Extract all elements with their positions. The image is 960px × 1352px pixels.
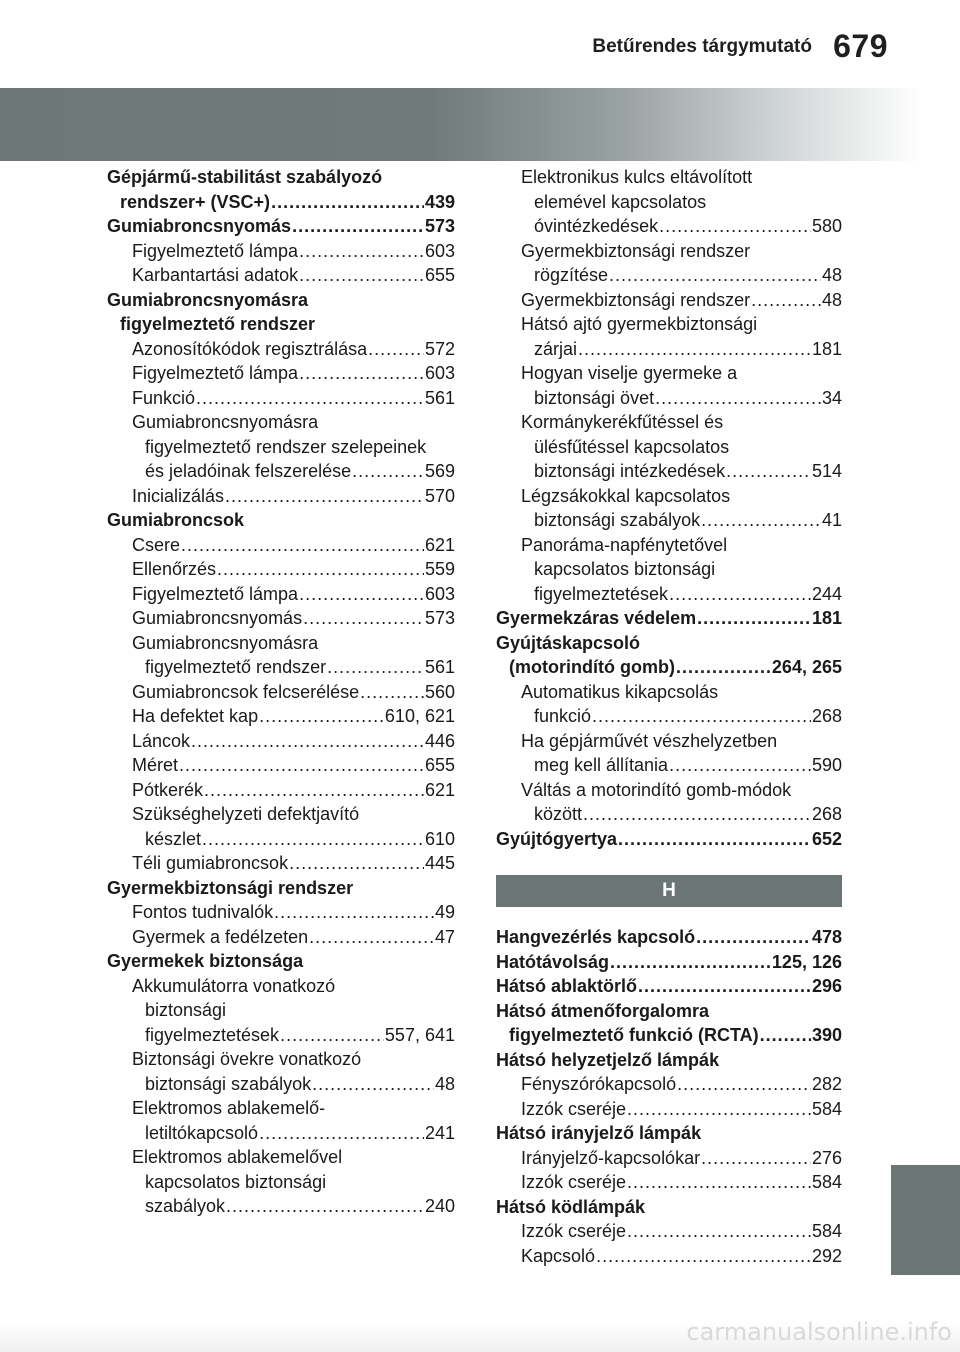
index-subentry: Ellenőrzés ..... 559 — [107, 557, 455, 582]
index-subentry: Pótkerék ..... 621 — [107, 778, 455, 803]
page-ref: 557, 641 — [384, 1024, 455, 1045]
index-subentry: Funkció ..... 561 — [107, 386, 455, 411]
page-ref: 603 — [424, 583, 455, 604]
index-subentry: Figyelmeztető lámpa ..... 603 — [107, 361, 455, 386]
index-subentry-text: kapcsolatos biztonsági — [145, 1171, 327, 1192]
index-subentry: zárjai ..... 181 — [496, 337, 842, 362]
index-subentry: Irányjelző-kapcsolókar ..... 276 — [496, 1146, 842, 1171]
index-subentry: Figyelmeztető lámpa ..... 603 — [107, 239, 455, 264]
index-subentry-text: Hátsó ajtó gyermekbiztonsági — [521, 314, 758, 334]
index-subentry: Figyelmeztető lámpa ..... 603 — [107, 582, 455, 607]
index-subentry: biztonsági szabályok ..... 41 — [496, 508, 842, 533]
page-ref: 610 — [424, 828, 455, 849]
page-ref: 572 — [424, 338, 455, 359]
index-subentry: letiltókapcsoló ..... 241 — [107, 1121, 455, 1146]
index-subentry: Fontos tudnivalók ..... 49 — [107, 900, 455, 925]
index-subentry-text: Ha gépjárművét vészhelyzetben — [521, 730, 778, 751]
index-subentry-text: Gumiabroncsnyomásra — [132, 412, 319, 432]
page-ref: 610, 621 — [384, 706, 455, 726]
index-subentry: Gumiabroncsnyomás ..... 573 — [107, 606, 455, 631]
index-subentry: készlet ..... 610 — [107, 827, 455, 852]
page-ref: 560 — [424, 681, 455, 702]
index-subentry-text: ülésfűtéssel kapcsolatos — [534, 436, 730, 457]
index-subentry: Izzók cseréje ..... 584 — [496, 1097, 842, 1122]
page-ref: 514 — [811, 461, 842, 481]
page-ref: 439 — [424, 191, 455, 212]
page-ref: 268 — [811, 706, 842, 726]
index-subentry: Téli gumiabroncsok ..... 445 — [107, 851, 455, 876]
index-subentry-text: kapcsolatos biztonsági — [534, 559, 716, 579]
page-ref: 268 — [811, 804, 842, 824]
index-heading: Gyújtáskapcsoló — [496, 632, 641, 653]
page-ref: 561 — [424, 387, 455, 408]
page-ref: 240 — [424, 1196, 455, 1216]
header-title: Betűrendes tárgymutató — [592, 36, 812, 57]
index-column-left — [107, 165, 455, 1219]
index-entry: Hangvezérlés kapcsoló ..... 478 — [496, 925, 842, 950]
index-subentry-text: Automatikus kikapcsolás — [521, 681, 719, 702]
index-subentry-text: Elektromos ablakemelő- — [132, 1098, 326, 1118]
page-ref: 569 — [424, 461, 455, 481]
index-subentry: Fényszórókapcsoló ..... 282 — [496, 1072, 842, 1097]
page-ref: 573 — [424, 608, 455, 628]
index-heading: Gépjármű-stabilitást szabályozó — [107, 167, 383, 187]
index-subentry-text: Váltás a motorindító gomb-módok — [521, 779, 792, 800]
index-subentry: Gyermek a fedélzeten ..... 47 — [107, 925, 455, 950]
page-ref: 655 — [424, 265, 455, 285]
index-subentry-text: biztonsági — [145, 1000, 227, 1020]
page-ref: 590 — [811, 755, 842, 775]
index-subentry: Gumiabroncsok felcserélése ..... 560 — [107, 680, 455, 705]
page-ref: 390 — [811, 1025, 842, 1045]
page-ref: 244 — [811, 583, 842, 604]
page-ref: 47 — [434, 926, 455, 947]
watermark-text: carmanualsonline.info — [686, 1318, 952, 1346]
index-entry: Gumiabroncsnyomás ..... 573 — [107, 214, 455, 239]
index-heading: Gyermekbiztonsági rendszer — [107, 877, 354, 898]
chapter-side-tab — [891, 1165, 960, 1275]
index-subentry: meg kell állítania ..... 590 — [496, 753, 842, 778]
index-subentry-text: Hogyan viselje gyermeke a — [521, 363, 738, 383]
page-ref: 41 — [821, 510, 842, 530]
index-subentry: Méret ..... 655 — [107, 753, 455, 778]
page-ref: 478 — [811, 927, 842, 947]
index-subentry: figyelmeztetések ..... 557, 641 — [107, 1023, 455, 1048]
page-ref: 621 — [424, 779, 455, 800]
index-subentry-text: Biztonsági övekre vonatkozó — [132, 1049, 362, 1069]
index-subentry: rögzítése ..... 48 — [496, 263, 842, 288]
index-subentry: Ha defektet kap ..... 610, 621 — [107, 704, 455, 729]
index-column-right — [496, 165, 842, 1268]
index-subentry: funkció ..... 268 — [496, 704, 842, 729]
index-subentry-text: Szükséghelyzeti defektjavító — [132, 804, 360, 824]
index-subentry: Izzók cseréje ..... 584 — [496, 1219, 842, 1244]
page-ref: 292 — [811, 1245, 842, 1266]
index-entry: figyelmeztető funkció (RCTA) ..... 390 — [496, 1023, 842, 1048]
page-ref: 34 — [821, 387, 842, 408]
index-entry: Gyújtógyertya ..... 652 — [496, 827, 842, 852]
index-heading: figyelmeztető rendszer — [120, 314, 316, 334]
index-subentry: szabályok ..... 240 — [107, 1194, 455, 1219]
page-ref: 241 — [424, 1122, 455, 1143]
watermark-strip — [0, 1318, 960, 1352]
page-ref: 584 — [811, 1221, 842, 1241]
page-ref: 652 — [811, 828, 842, 849]
index-subentry: Azonosítókódok regisztrálása ..... 572 — [107, 337, 455, 362]
index-subentry-text: Légzsákokkal kapcsolatos — [521, 485, 731, 506]
index-heading: Hátsó irányjelző lámpák — [496, 1123, 702, 1143]
page-ref: 584 — [811, 1172, 842, 1192]
page-ref: 655 — [424, 755, 455, 775]
index-entry: Gyermekzáras védelem ..... 181 — [496, 606, 842, 631]
page-ref: 125, 126 — [771, 951, 842, 972]
index-subentry: Gyermekbiztonsági rendszer ..... 48 — [496, 288, 842, 313]
page-ref: 561 — [424, 657, 455, 677]
page-ref: 584 — [811, 1098, 842, 1119]
page-ref: 446 — [424, 730, 455, 751]
header-band — [0, 88, 960, 161]
index-heading: Hátsó helyzetjelző lámpák — [496, 1049, 720, 1070]
index-subentry-text: elemével kapcsolatos — [534, 191, 707, 212]
index-subentry: Kapcsoló ..... 292 — [496, 1244, 842, 1269]
index-subentry-text: Gyermekbiztonsági rendszer — [521, 240, 751, 261]
index-heading: Gyermekek biztonsága — [107, 951, 304, 971]
index-subentry: óvintézkedések ..... 580 — [496, 214, 842, 239]
page-ref: 445 — [424, 853, 455, 873]
page-ref: 580 — [811, 216, 842, 236]
index-subentry: Inicializálás ..... 570 — [107, 484, 455, 509]
index-subentry: biztonsági intézkedések ..... 514 — [496, 459, 842, 484]
index-subentry-text: Panoráma-napfénytetővel — [521, 534, 728, 555]
index-subentry-text: Kormánykerékfűtéssel és — [521, 412, 724, 432]
page-ref: 276 — [811, 1147, 842, 1168]
index-subentry: biztonsági övet ..... 34 — [496, 386, 842, 411]
page-ref: 181 — [811, 608, 842, 628]
index-heading: Gumiabroncsnyomásra — [107, 289, 309, 310]
index-heading: Hátsó ködlámpák — [496, 1196, 646, 1217]
index-subentry: biztonsági szabályok ..... 48 — [107, 1072, 455, 1097]
index-subentry: figyelmeztető rendszer ..... 561 — [107, 655, 455, 680]
index-subentry: között ..... 268 — [496, 802, 842, 827]
index-subentry-text: figyelmeztető rendszer szelepeinek — [145, 436, 427, 457]
index-subentry-text: Elektronikus kulcs eltávolított — [521, 167, 753, 187]
index-heading: Hátsó átmenőforgalomra — [496, 1000, 710, 1021]
page-ref: 264, 265 — [771, 657, 842, 677]
index-subentry: Karbantartási adatok ..... 655 — [107, 263, 455, 288]
index-subentry-text: Akkumulátorra vonatkozó — [132, 975, 336, 996]
page-ref: 573 — [424, 216, 455, 236]
page-number: 679 — [833, 28, 888, 64]
index-subentry: Láncok ..... 446 — [107, 729, 455, 754]
index-subentry-text: Gumiabroncsnyomásra — [132, 632, 319, 653]
index-subentry: és jeladóinak felszerelése ..... 569 — [107, 459, 455, 484]
index-entry: Hatótávolság ..... 125, 126 — [496, 950, 842, 975]
index-entry: (motorindító gomb) ..... 264, 265 — [496, 655, 842, 680]
page-ref: 282 — [811, 1074, 842, 1094]
page-ref: 48 — [821, 289, 842, 310]
index-subentry: figyelmeztetések ..... 244 — [496, 582, 842, 607]
page-ref: 570 — [424, 485, 455, 506]
page-ref: 603 — [424, 363, 455, 383]
index-entry: rendszer+ (VSC+) ..... 439 — [107, 190, 455, 215]
page-ref: 559 — [424, 559, 455, 579]
page-ref: 181 — [811, 338, 842, 359]
index-heading: Gumiabroncsok — [107, 510, 245, 530]
page-header — [0, 0, 960, 80]
index-subentry: Csere ..... 621 — [107, 533, 455, 558]
page-ref: 296 — [811, 976, 842, 996]
index-subentry-text: Elektromos ablakemelővel — [132, 1147, 343, 1167]
index-subentry: Izzók cseréje ..... 584 — [496, 1170, 842, 1195]
page-ref: 48 — [434, 1073, 455, 1094]
index-entry: Hátsó ablaktörlő ..... 296 — [496, 974, 842, 999]
page-ref: 621 — [424, 534, 455, 555]
page-ref: 48 — [821, 265, 842, 285]
page-ref: 49 — [434, 902, 455, 922]
section-letter-h: H — [496, 875, 842, 907]
page-ref: 603 — [424, 240, 455, 261]
